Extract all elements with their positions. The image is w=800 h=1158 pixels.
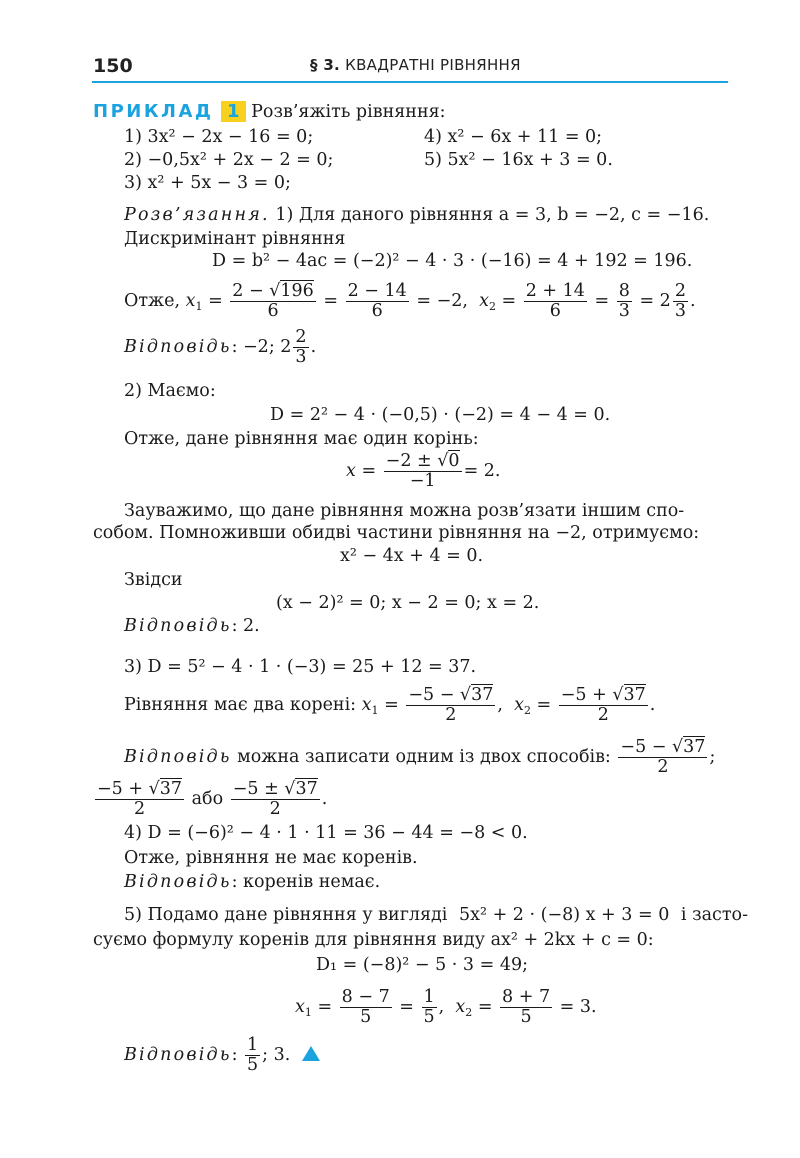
fraction: $\frac{8}{3}$ [618,281,630,321]
answer-word: Відповідь [124,747,232,767]
page-number: 150 [93,55,133,77]
solution-5-line-1 [124,904,748,926]
roots-3: Рівняння має два корені: $x_1$ = $\frac{-5 - √37}{2}$ , $x_2$ = $\frac{-5 + √37}{2}$ . [124,685,656,725]
equation-2: 2) −0,5x² + 2x − 2 = 0; [124,150,334,170]
one-root-text: Отже, дане рівняння має один корінь: [124,429,479,449]
end-of-example-triangle-icon [302,1046,320,1061]
solution-5-text-a: 5) Подамо дане рівняння у вигляді [124,905,448,925]
two-roots-text: Рівняння має два корені: [124,695,357,715]
answer-1-text: : −2; 2 [231,337,292,357]
example-task: Розв’яжіть рівняння: [251,102,446,122]
fraction: $\frac{8 + 7}{5}$ [502,987,551,1027]
equation-3: 3) x² + 5x − 3 = 0; [124,173,291,193]
fraction: $\frac{1}{5}$ [247,1035,259,1075]
write-two-ways: можна записати одним із двох способів: [237,747,611,767]
discriminant-3: 3) D = 5² − 4 · 1 · (−3) = 25 + 12 = 37. [124,657,477,677]
equation-4: 4) x² − 6x + 11 = 0; [424,127,603,147]
discriminant-1: D = b² − 4ac = (−2)² − 4 · 3 · (−16) = 4 + 192 = 196. [212,251,693,271]
fraction: $\frac{2 - √196}{6}$ [232,281,314,321]
fraction: $\frac{-5 + √37}{2}$ [97,779,183,819]
solution-1-text: 1) Для даного рівняння a = 3, b = −2, c = −16. [275,205,710,225]
alt-equation: x² − 4x + 4 = 0. [340,546,484,566]
or-word: або [191,789,224,809]
no-roots-text: Отже, рівняння не має коренів. [124,848,418,868]
answer-2-text: : 2. [231,616,260,636]
fraction: $\frac{8 - 7}{5}$ [341,987,390,1027]
answer-1: Відповідь: −2; 2 $\frac{2}{3}$ . [124,327,317,367]
fraction: $\frac{-2 \pm √0}{-1}$ [385,451,460,491]
answer-3-line-1: Відповідь можна записати одним із двох способів: $\frac{-5 - √37}{2}$ ; [124,737,716,777]
solution-word: Розв’язання. [124,205,270,225]
fraction: $\frac{-5 - √37}{2}$ [620,737,706,777]
fraction: $\frac{-5 + √37}{2}$ [560,685,646,725]
root-2-value: = 2. [463,461,501,481]
fraction: $\frac{-5 - √37}{2}$ [408,685,494,725]
header-rule [92,81,728,83]
discriminant-2: D = 2² − 4 · (−0,5) · (−2) = 4 − 4 = 0. [270,405,611,425]
fraction: $\frac{1}{5}$ [423,987,435,1027]
solution-1-intro [124,204,709,226]
answer-word: Відповідь [124,872,232,892]
section-title: КВАДРАТНІ РІВНЯННЯ [345,56,521,74]
answer-word: Відповідь [124,337,232,357]
note-line-2: собом. Помноживши обидві частини рівняння на −2, отримуємо: [93,523,700,543]
discriminant-4: 4) D = (−6)² − 4 · 1 · 11 = 36 − 44 = −8 < 0. [124,823,528,843]
example-label: ПРИКЛАД [93,101,214,122]
fraction: $\frac{2}{3}$ [295,327,307,367]
solution-5-expr: 5x² + 2 · (−8) x + 3 = 0 [458,905,670,925]
solution-2-intro: 2) Маємо: [124,381,216,401]
answer-3-line-2: $\frac{-5 + √37}{2}$ або $\frac{-5 \pm √37}{2}$ . [97,779,328,819]
fraction: $\frac{2 - 14}{6}$ [347,281,407,321]
solution-5-line-2: суємо формулу коренів для рівняння виду ax² + 2kx + c = 0: [93,930,654,950]
discriminant-5: D₁ = (−8)² − 5 · 3 = 49; [316,955,528,975]
roots-5: $x_1$ = $\frac{8 - 7}{5}$ = $\frac{1}{5}$ , $x_2$ = $\frac{8 + 7}{5}$ = 3. [295,987,597,1027]
example-number: 1 [221,101,246,122]
therefore-word: Отже, [124,291,181,311]
answer-5: Відповідь: $\frac{1}{5}$ ; 3. [124,1036,320,1075]
solution-5-text-b: і засто- [680,905,748,925]
discriminant-label: Дискримінант рівняння [124,229,346,249]
fraction: $\frac{-5 \pm √37}{2}$ [232,779,318,819]
section-mark: § 3. [310,56,341,74]
answer-5-text: ; 3. [262,1045,291,1065]
alt-equation-2: (x − 2)² = 0; x − 2 = 0; x = 2. [276,593,540,613]
equation-1: 1) 3x² − 2x − 16 = 0; [124,127,314,147]
equation-5: 5) 5x² − 16x + 3 = 0. [424,150,613,170]
answer-4-text: : коренів немає. [231,872,381,892]
answer-4 [124,871,380,893]
answer-word: Відповідь [124,616,232,636]
answer-word: Відповідь [124,1045,232,1065]
hence-word: Звідси [124,570,183,590]
fraction: $\frac{2}{3}$ [674,281,686,321]
running-header [310,56,521,74]
roots-1: Отже, $x_1$ = $\frac{2 - √196}{6}$ = $\frac{2 - 14}{6}$ = −2, $x_2$ = $\frac{2 + 14}{6}$ = $\frac{8}{3}$ = 2 $\frac{2}{3}$ . [124,281,696,321]
root-2: x = $\frac{-2 \pm √0}{-1}$ = 2. [346,451,501,491]
note-line-1: Зауважимо, що дане рівняння можна розв’язати іншим спо- [124,501,685,521]
example-heading [93,101,446,123]
fraction: $\frac{2 + 14}{6}$ [525,281,585,321]
answer-2 [124,615,260,637]
